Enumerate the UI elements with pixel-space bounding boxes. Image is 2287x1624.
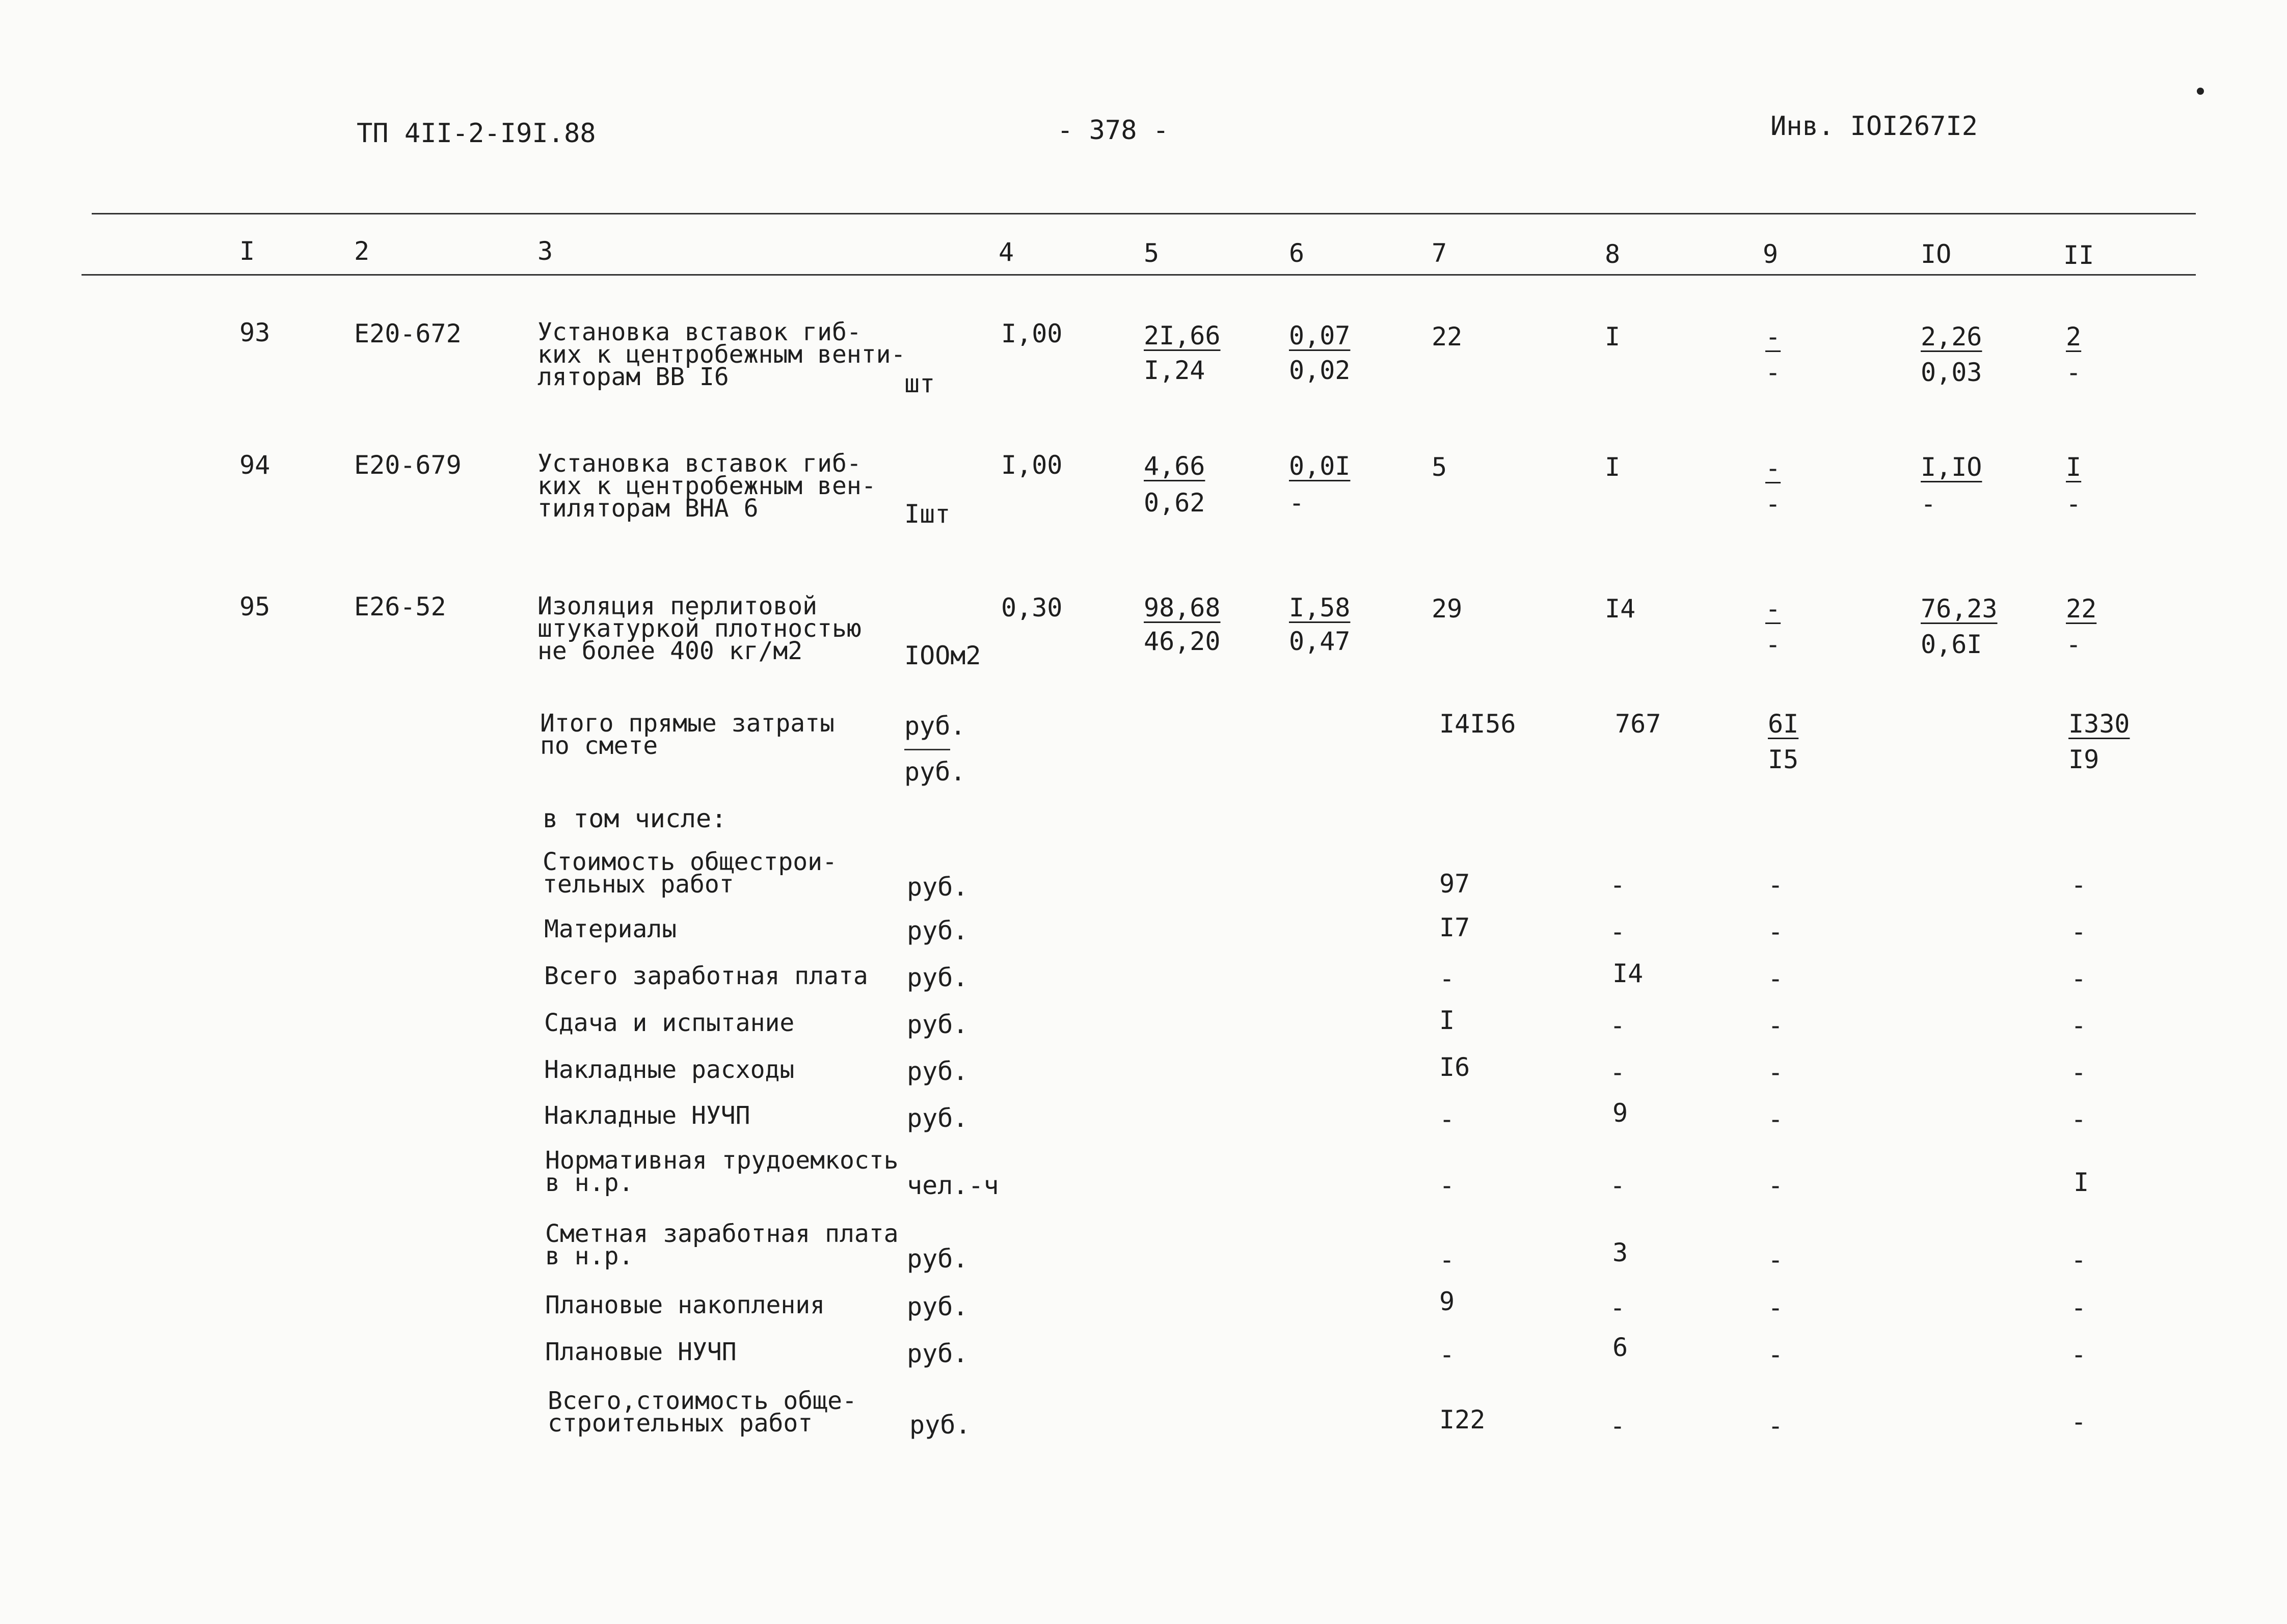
quantity: 0,30	[1001, 593, 1063, 622]
total-col8: 767	[1615, 709, 1661, 739]
total-col9-bottom: I5	[1768, 745, 1799, 774]
col7-value: 29	[1432, 594, 1463, 624]
list-item-col11: -	[2071, 1058, 2087, 1087]
list-item-col7: I6	[1439, 1052, 1470, 1082]
list-item-col8: -	[1610, 870, 1626, 900]
list-item-col9: -	[1768, 1011, 1784, 1040]
ink-dot	[2197, 88, 2204, 95]
list-item-label: Плановые НУЧП	[545, 1338, 737, 1366]
list-item-col11: -	[2071, 870, 2087, 900]
list-item-label: Всего,стоимость обще- строительных работ	[548, 1387, 857, 1438]
col11-top: 22	[2066, 594, 2097, 624]
total-col7: I4I56	[1439, 709, 1516, 739]
col5-bottom: 0,62	[1144, 488, 1205, 518]
list-item-col7: I	[1439, 1006, 1455, 1035]
col-header-10: IO	[1921, 239, 1952, 269]
col-header-5: 5	[1144, 238, 1160, 268]
list-item-col8: -	[1610, 917, 1626, 946]
list-item-col7: -	[1439, 964, 1455, 993]
list-item-unit: чел.-ч	[907, 1171, 999, 1200]
col5-bottom: 46,20	[1144, 627, 1221, 656]
col-header-9: 9	[1763, 239, 1779, 269]
list-item-col9: -	[1768, 1340, 1784, 1369]
list-item-col9: -	[1768, 964, 1784, 993]
list-item-label: Материалы	[544, 915, 677, 943]
col7-value: 5	[1432, 452, 1447, 482]
norm-code: Е20-672	[354, 319, 462, 348]
list-item-col11: -	[2071, 917, 2087, 946]
list-item-col11: -	[2071, 964, 2087, 993]
inventory-number: Инв. IOI267I2	[1770, 111, 1978, 142]
col5-bottom: I,24	[1144, 356, 1205, 385]
list-item-unit: руб.	[907, 1244, 968, 1274]
col5-top: 4,66	[1144, 451, 1205, 481]
list-item-unit: руб.	[907, 1010, 968, 1039]
row-number: 95	[239, 592, 271, 621]
list-item-col8: I4	[1612, 959, 1644, 988]
list-item-col8: -	[1610, 1058, 1626, 1087]
list-item-col7: -	[1439, 1171, 1455, 1200]
list-item-label: Плановые накопления	[545, 1291, 825, 1319]
work-description: Установка вставок гиб- ких к центробежным венти- ляторам ВВ I6	[537, 318, 906, 391]
list-item-col8: -	[1610, 1011, 1626, 1040]
list-item-col8: -	[1610, 1411, 1626, 1441]
list-item-col9: -	[1768, 1171, 1784, 1200]
list-item-label: Накладные НУЧП	[544, 1101, 750, 1130]
unit: Iшт	[904, 499, 951, 529]
col9-bottom: -	[1765, 489, 1781, 519]
col6-bottom: 0,47	[1289, 627, 1351, 656]
list-item-col9: -	[1768, 1293, 1784, 1322]
list-item-col7: -	[1439, 1245, 1455, 1275]
col9-top: -	[1765, 594, 1781, 624]
norm-code: Е26-52	[354, 592, 446, 621]
list-item-label: Сдача и испытание	[544, 1009, 795, 1037]
list-item-col11: -	[2071, 1245, 2087, 1275]
col-header-6: 6	[1289, 238, 1305, 268]
quantity: I,00	[1001, 450, 1063, 480]
col11-bottom: -	[2066, 358, 2082, 387]
list-item-unit: руб.	[909, 1410, 971, 1440]
header-rule	[82, 274, 2196, 276]
list-item-label: Всего заработная плата	[544, 962, 868, 990]
list-item-unit: руб.	[907, 1103, 968, 1133]
row-number: 94	[239, 450, 271, 480]
list-item-col9: -	[1768, 1104, 1784, 1134]
col11-bottom: -	[2066, 489, 2082, 519]
col6-top: 0,07	[1289, 321, 1351, 350]
col10-top: 76,23	[1921, 594, 1998, 624]
col-header-3: 3	[537, 236, 553, 266]
list-item-label: Сметная заработная плата в н.р.	[545, 1220, 899, 1270]
unit: шт	[904, 369, 935, 398]
total-label: Итого прямые затраты по смете	[540, 709, 835, 760]
total-col11-bottom: I9	[2068, 745, 2100, 774]
col-header-11: II	[2063, 240, 2094, 270]
col-header-8: 8	[1605, 239, 1621, 269]
list-item-col11: -	[2071, 1293, 2087, 1322]
list-item-col8: -	[1610, 1171, 1626, 1200]
col11-top: I	[2066, 452, 2082, 482]
total-col11-top: I330	[2068, 709, 2130, 739]
list-item-col11: -	[2071, 1340, 2087, 1369]
list-item-col8: 3	[1612, 1238, 1628, 1267]
col9-top: -	[1765, 453, 1781, 483]
list-item-col7: I7	[1439, 913, 1470, 942]
list-item-col7: I22	[1439, 1405, 1486, 1434]
list-item-col11: I	[2074, 1168, 2089, 1197]
col6-top: 0,0I	[1289, 451, 1351, 481]
list-item-col11: -	[2071, 1407, 2087, 1437]
list-item-col7: -	[1439, 1104, 1455, 1134]
total-unit-fraction-bar	[904, 749, 950, 750]
col10-top: I,IO	[1921, 452, 1982, 482]
list-item-unit: руб.	[907, 963, 968, 992]
col5-top: 98,68	[1144, 593, 1221, 622]
list-item-label: Накладные расходы	[544, 1055, 795, 1084]
document-code: ТП 4II-2-I9I.88	[357, 118, 596, 149]
quantity: I,00	[1001, 319, 1063, 348]
col6-bottom: -	[1289, 488, 1305, 518]
list-item-col9: -	[1768, 1245, 1784, 1275]
list-item-col8: 6	[1612, 1333, 1628, 1362]
list-item-col8: -	[1610, 1293, 1626, 1322]
col10-bottom: -	[1921, 489, 1936, 519]
list-item-col7: 97	[1439, 869, 1470, 899]
col-header-7: 7	[1432, 238, 1447, 268]
list-item-col7: 9	[1439, 1287, 1455, 1316]
col10-bottom: 0,6I	[1921, 630, 1982, 659]
list-item-unit: руб.	[907, 1292, 968, 1321]
work-description: Установка вставок гиб- ких к центробежным вен- тиляторам ВНА 6	[537, 449, 876, 523]
row-number: 93	[239, 318, 271, 347]
col-header-1: I	[239, 236, 255, 266]
col9-top: -	[1765, 322, 1781, 351]
including-label: в том числе:	[543, 804, 727, 833]
col-header-4: 4	[999, 237, 1014, 267]
col10-bottom: 0,03	[1921, 358, 1982, 387]
list-item-unit: руб.	[907, 1057, 968, 1086]
list-item-col11: -	[2071, 1011, 2087, 1040]
col8-value: I	[1605, 322, 1621, 351]
total-col9-top: 6I	[1768, 709, 1799, 739]
total-unit-bottom: руб.	[904, 757, 966, 787]
col6-top: I,58	[1289, 593, 1351, 622]
total-unit-top: руб.	[904, 711, 966, 741]
list-item-unit: руб.	[907, 1339, 968, 1368]
col8-value: I4	[1605, 594, 1636, 624]
page-number: - 378 -	[1057, 115, 1169, 146]
list-item-col8: 9	[1612, 1098, 1628, 1128]
col11-top: 2	[2066, 322, 2082, 351]
list-item-label: Стоимость общестрои- тельных работ	[543, 848, 837, 899]
list-item-label: Нормативная трудоемкость в н.р.	[545, 1146, 899, 1197]
col6-bottom: 0,02	[1289, 356, 1351, 385]
col5-top: 2I,66	[1144, 321, 1221, 350]
list-item-col7: -	[1439, 1340, 1455, 1369]
norm-code: Е20-679	[354, 450, 462, 480]
unit: IOOм2	[904, 641, 981, 670]
list-item-col9: -	[1768, 1058, 1784, 1087]
list-item-unit: руб.	[907, 916, 968, 945]
top-rule	[92, 213, 2196, 214]
list-item-unit: руб.	[907, 872, 968, 902]
col11-bottom: -	[2066, 630, 2082, 659]
list-item-col9: -	[1768, 1411, 1784, 1441]
col9-bottom: -	[1765, 358, 1781, 387]
col10-top: 2,26	[1921, 322, 1982, 351]
col9-bottom: -	[1765, 630, 1781, 659]
list-item-col11: -	[2071, 1104, 2087, 1134]
work-description: Изоляция перлитовой штукатуркой плотностью не более 400 кг/м2	[537, 592, 862, 665]
col-header-2: 2	[354, 236, 370, 266]
list-item-col9: -	[1768, 870, 1784, 900]
list-item-col9: -	[1768, 917, 1784, 946]
col8-value: I	[1605, 452, 1621, 482]
col7-value: 22	[1432, 322, 1463, 351]
